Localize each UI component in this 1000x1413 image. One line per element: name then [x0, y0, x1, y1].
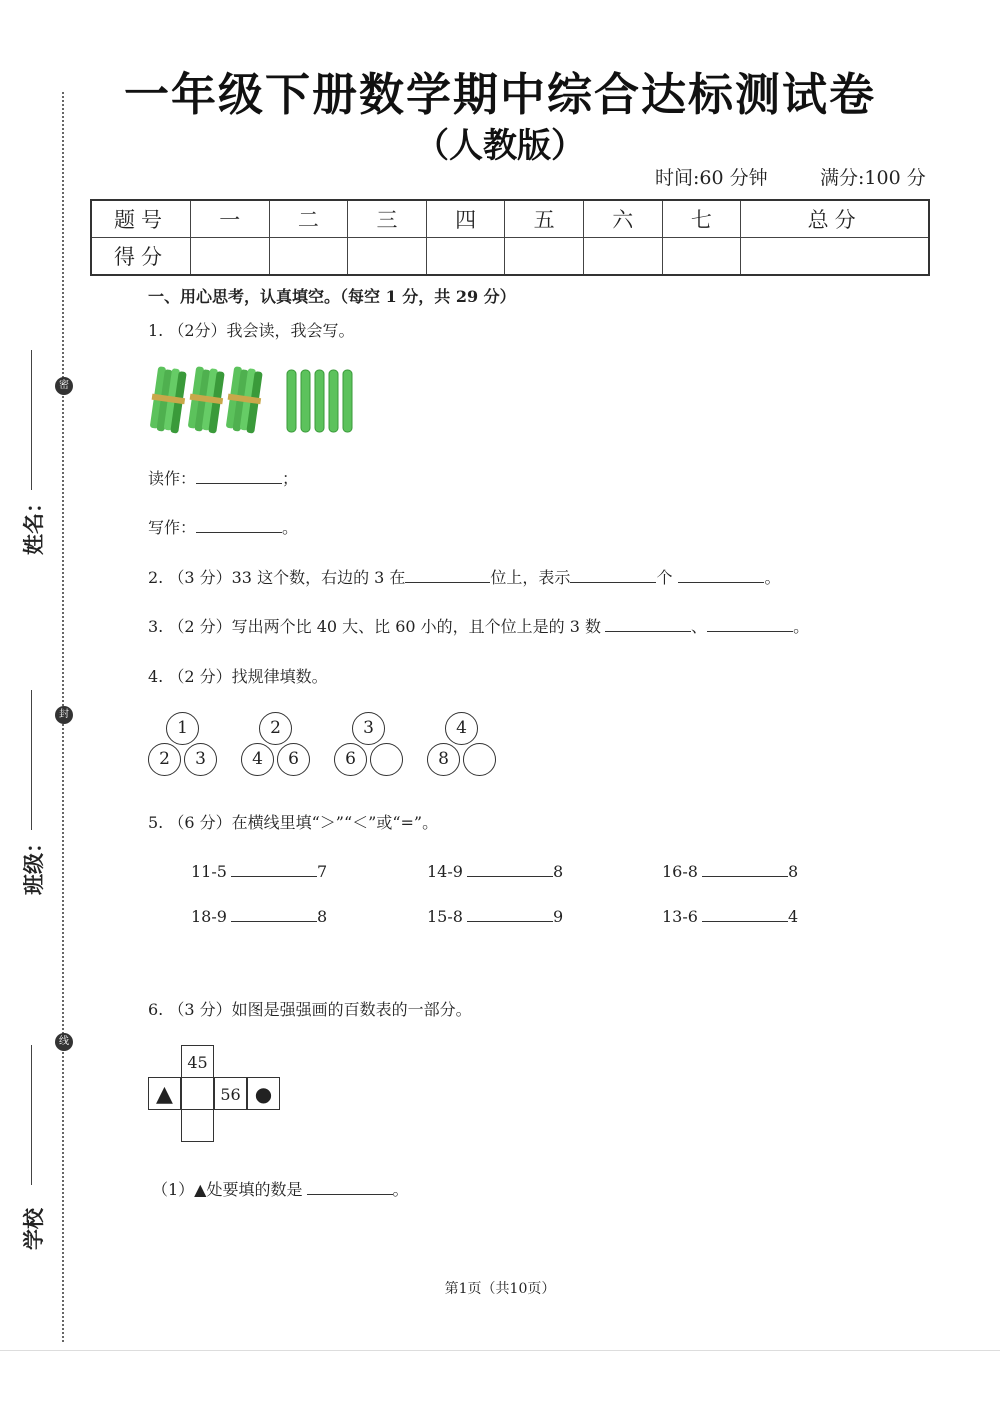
compare-blank[interactable]: [231, 860, 317, 877]
question-6: 6. （3 分）如图是强强画的百数表的一部分。: [148, 1000, 472, 1019]
col-6: 六: [583, 200, 662, 238]
compare-blank[interactable]: [702, 860, 788, 877]
question-5: 5. （6 分）在横线里填“＞”“＜”或“=”。: [148, 813, 439, 832]
q3-text-c: 。: [793, 617, 810, 636]
score-cell[interactable]: [269, 238, 348, 276]
q2-text-d: 。: [764, 568, 781, 587]
q6-sub1-end: 。: [392, 1180, 409, 1199]
question-6-sub-1: [152, 1177, 409, 1200]
compare-left: 13-6: [662, 907, 698, 926]
seal-feng: 封: [55, 706, 73, 724]
class-label: 班级：: [22, 832, 46, 895]
compare-right: 9: [552, 907, 564, 926]
compare-item: [191, 905, 327, 926]
question-3: [148, 614, 809, 637]
school-label: 学校: [22, 1208, 46, 1250]
q1-write-label: 写作：: [148, 518, 197, 537]
circle-left: 6: [334, 743, 367, 776]
col-total: 总分: [741, 200, 929, 238]
score-cell[interactable]: [583, 238, 662, 276]
compare-right: 8: [316, 907, 328, 926]
section-1-heading: 一、用心思考，认真填空。（每空 1 分，共 29 分）: [148, 287, 516, 306]
circle-top: 2: [259, 712, 292, 745]
circle-left: 4: [241, 743, 274, 776]
q2-blank-1[interactable]: [405, 566, 490, 583]
compare-item: [662, 860, 798, 881]
q2-text-c: 个: [656, 568, 673, 587]
question-2: [148, 565, 780, 588]
q2-text-b: 位上，表示: [490, 568, 571, 587]
q3-text-a: 3. （2 分）写出两个比 40 大、比 60 小的，且个位上是的 3 数: [148, 617, 602, 636]
q1-read-end: ；: [282, 469, 299, 488]
row-label: 得分: [91, 238, 191, 276]
compare-blank[interactable]: [467, 860, 553, 877]
compare-blank[interactable]: [702, 905, 788, 922]
col-5: 五: [505, 200, 584, 238]
col-4: 四: [426, 200, 505, 238]
q2-text-a: 2. （3 分）33 这个数，右边的 3 在: [148, 568, 406, 587]
compare-left: 11-5: [191, 862, 227, 881]
score-cell[interactable]: [662, 238, 741, 276]
score-cell[interactable]: [191, 238, 270, 276]
compare-item: [191, 860, 327, 881]
cell-56: 56: [214, 1077, 247, 1110]
pattern-circles: [148, 710, 508, 780]
circle-top: 3: [352, 712, 385, 745]
compare-blank[interactable]: [467, 905, 553, 922]
q6-sub1-blank[interactable]: [307, 1178, 393, 1195]
compare-left: 15-8: [427, 907, 463, 926]
full-score-info: 满分:100 分: [820, 167, 926, 189]
question-1: 1. （2分）我会读，我会写。: [148, 321, 355, 340]
compare-left: 18-9: [191, 907, 227, 926]
q2-blank-3[interactable]: [678, 566, 764, 583]
page-subtitle: （人教版）: [415, 126, 585, 166]
compare-left: 14-9: [427, 862, 463, 881]
q3-blank-2[interactable]: [707, 615, 793, 632]
compare-left: 16-8: [662, 862, 698, 881]
circle-right-blank[interactable]: [370, 743, 403, 776]
cell-blank-bottom: [181, 1109, 214, 1142]
col-7: 七: [662, 200, 741, 238]
q3-text-b: 、: [691, 617, 708, 636]
dot-icon: ●: [247, 1077, 280, 1110]
col-2: 二: [269, 200, 348, 238]
score-table-header-row: [91, 200, 929, 238]
question-4: 4. （2 分）找规律填数。: [148, 667, 328, 686]
compare-item: [427, 905, 563, 926]
compare-right: 4: [787, 907, 799, 926]
stick-bundles-image: [148, 362, 363, 437]
circle-right: 3: [184, 743, 217, 776]
compare-right: 8: [552, 862, 564, 881]
seal-mi: 密: [55, 377, 73, 395]
q6-sub1-text: （1）▲处要填的数是: [152, 1180, 303, 1199]
circle-left: 2: [148, 743, 181, 776]
compare-right: 7: [316, 862, 328, 881]
score-cell[interactable]: [348, 238, 427, 276]
score-table-score-row: [91, 238, 929, 276]
q2-blank-2[interactable]: [570, 566, 656, 583]
compare-right: 8: [787, 862, 799, 881]
q1-read-label: 读作：: [148, 469, 197, 488]
name-line: [31, 350, 32, 490]
triangle-icon: ▲: [148, 1077, 181, 1110]
q1-write-end: 。: [282, 518, 299, 537]
score-cell[interactable]: [426, 238, 505, 276]
seal-xian: 线: [55, 1033, 73, 1051]
q1-write-row: [148, 515, 298, 538]
circle-left: 8: [427, 743, 460, 776]
compare-item: [662, 905, 798, 926]
circle-top: 4: [445, 712, 478, 745]
school-line: [31, 1045, 32, 1185]
circle-right-blank[interactable]: [463, 743, 496, 776]
col-3: 三: [348, 200, 427, 238]
cell-45: 45: [181, 1045, 214, 1078]
header-label: 题号: [91, 200, 191, 238]
single-sticks-icon: [287, 370, 352, 432]
q1-write-blank[interactable]: [196, 516, 282, 533]
col-1: 一: [191, 200, 270, 238]
cell-blank: [181, 1077, 214, 1110]
q3-blank-1[interactable]: [605, 615, 691, 632]
q1-read-blank[interactable]: [196, 467, 282, 484]
page-bottom-edge: [0, 1350, 1000, 1351]
q1-read-row: [148, 466, 298, 489]
score-cell[interactable]: [505, 238, 584, 276]
time-info: 时间:60 分钟: [655, 167, 768, 189]
circle-right: 6: [277, 743, 310, 776]
compare-blank[interactable]: [231, 905, 317, 922]
bundle-icon: [148, 366, 189, 434]
compare-item: [427, 860, 563, 881]
score-cell[interactable]: [741, 238, 929, 276]
bundle-icon: [185, 366, 227, 434]
hundred-chart-fragment: [148, 1045, 283, 1145]
page-title: 一年级下册数学期中综合达标测试卷: [123, 68, 876, 121]
page-footer: 第1页（共10页）: [444, 1281, 556, 1297]
name-label: 姓名：: [22, 492, 46, 555]
score-table: [90, 199, 930, 276]
bundle-icon: [223, 366, 265, 434]
circle-top: 1: [166, 712, 199, 745]
class-line: [31, 690, 32, 830]
